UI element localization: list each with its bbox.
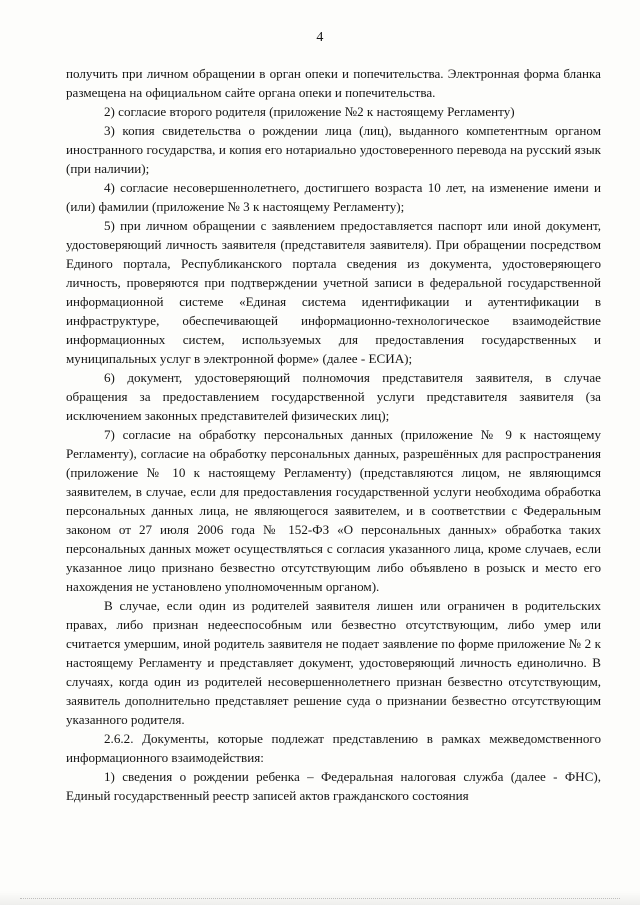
list-item-7: 7) согласие на обработку персональных данных (приложение № 9 к настоящему Регламенту), согласие на обработку персональных данных, разрешённых для распространения (приложение № 10 к настоящему Регламенту) (представляются лицом, не являющимся заявителем, в случае, если для предоставления государственной услуги необходима обработка персональных данных лица, не являющегося заявителем, и в соответствии с Федеральным законом от 27 июля 2006 года № 152-ФЗ «О персональных данных» обработка таких персональных данных может осуществляться с согласия указанного лица, кроме случаев, если указанное лицо признано безвестно отсутствующим либо объявлено в розыск и место его нахождения не установлено уполномоченным органом). <box>66 427 601 594</box>
paragraph-continuation: получить при личном обращении в орган опеки и попечительства. Электронная форма бланка размещена на официальном сайте органа опеки и попечительства. <box>66 66 601 100</box>
list-item-2: 2) согласие второго родителя (приложение №2 к настоящему Регламенту) <box>104 104 515 119</box>
document-body <box>66 64 601 805</box>
page-number: 4 <box>316 30 324 45</box>
list-item-1-birth-info: 1) сведения о рождении ребенка – Федеральная налоговая служба (далее - ФНС), Единый государственный реестр записей актов гражданского состояния <box>66 769 601 803</box>
list-item-6: 6) документ, удостоверяющий полномочия представителя заявителя, в случае обращения за предоставлением государственной услуги представителя заявителя (за исключением законных представителей физических лиц); <box>66 370 601 423</box>
section-2-6-2: 2.6.2. Документы, которые подлежат представлению в рамках межведомственного информационного взаимодействия: <box>66 731 601 765</box>
list-item-4: 4) согласие несовершеннолетнего, достигшего возраста 10 лет, на изменение имени и (или) фамилии (приложение № 3 к настоящему Регламенту); <box>66 180 601 214</box>
list-item-3: 3) копия свидетельства о рождении лица (лиц), выданного компетентным органом иностранного государства, и копия его нотариально удостоверенного перевода на русский язык (при наличии); <box>66 123 601 176</box>
paragraph-parents-case: В случае, если один из родителей заявителя лишен или ограничен в родительских правах, либо признан недееспособным или безвестно отсутствующим, либо умер или считается умершим, иной родитель заявителя не подает заявление по форме приложение № 2 к настоящему Регламенту и представляет документ, удостоверяющий личность единолично. В случаях, когда один из родителей несовершеннолетнего признан безвестно отсутствующим, заявитель дополнительно представляет решение суда о признании безвестно отсутствующим указанного родителя. <box>66 598 601 727</box>
scan-artifact-line <box>20 898 620 899</box>
list-item-5: 5) при личном обращении с заявлением предоставляется паспорт или иной документ, удостоверяющий личность заявителя (представителя заявителя). При обращении посредством Единого портала, Республиканского портала сведения из документа, удостоверяющего личность, проверяются при подтверждении учетной записи в федеральной государственной информационной системе «Единая система идентификации и аутентификации в инфраструктуре, обеспечивающей информационно-технологическое взаимодействие информационных систем, используемых для предоставления государственных и муниципальных услуг в электронной форме» (далее - ЕСИА); <box>66 218 601 366</box>
